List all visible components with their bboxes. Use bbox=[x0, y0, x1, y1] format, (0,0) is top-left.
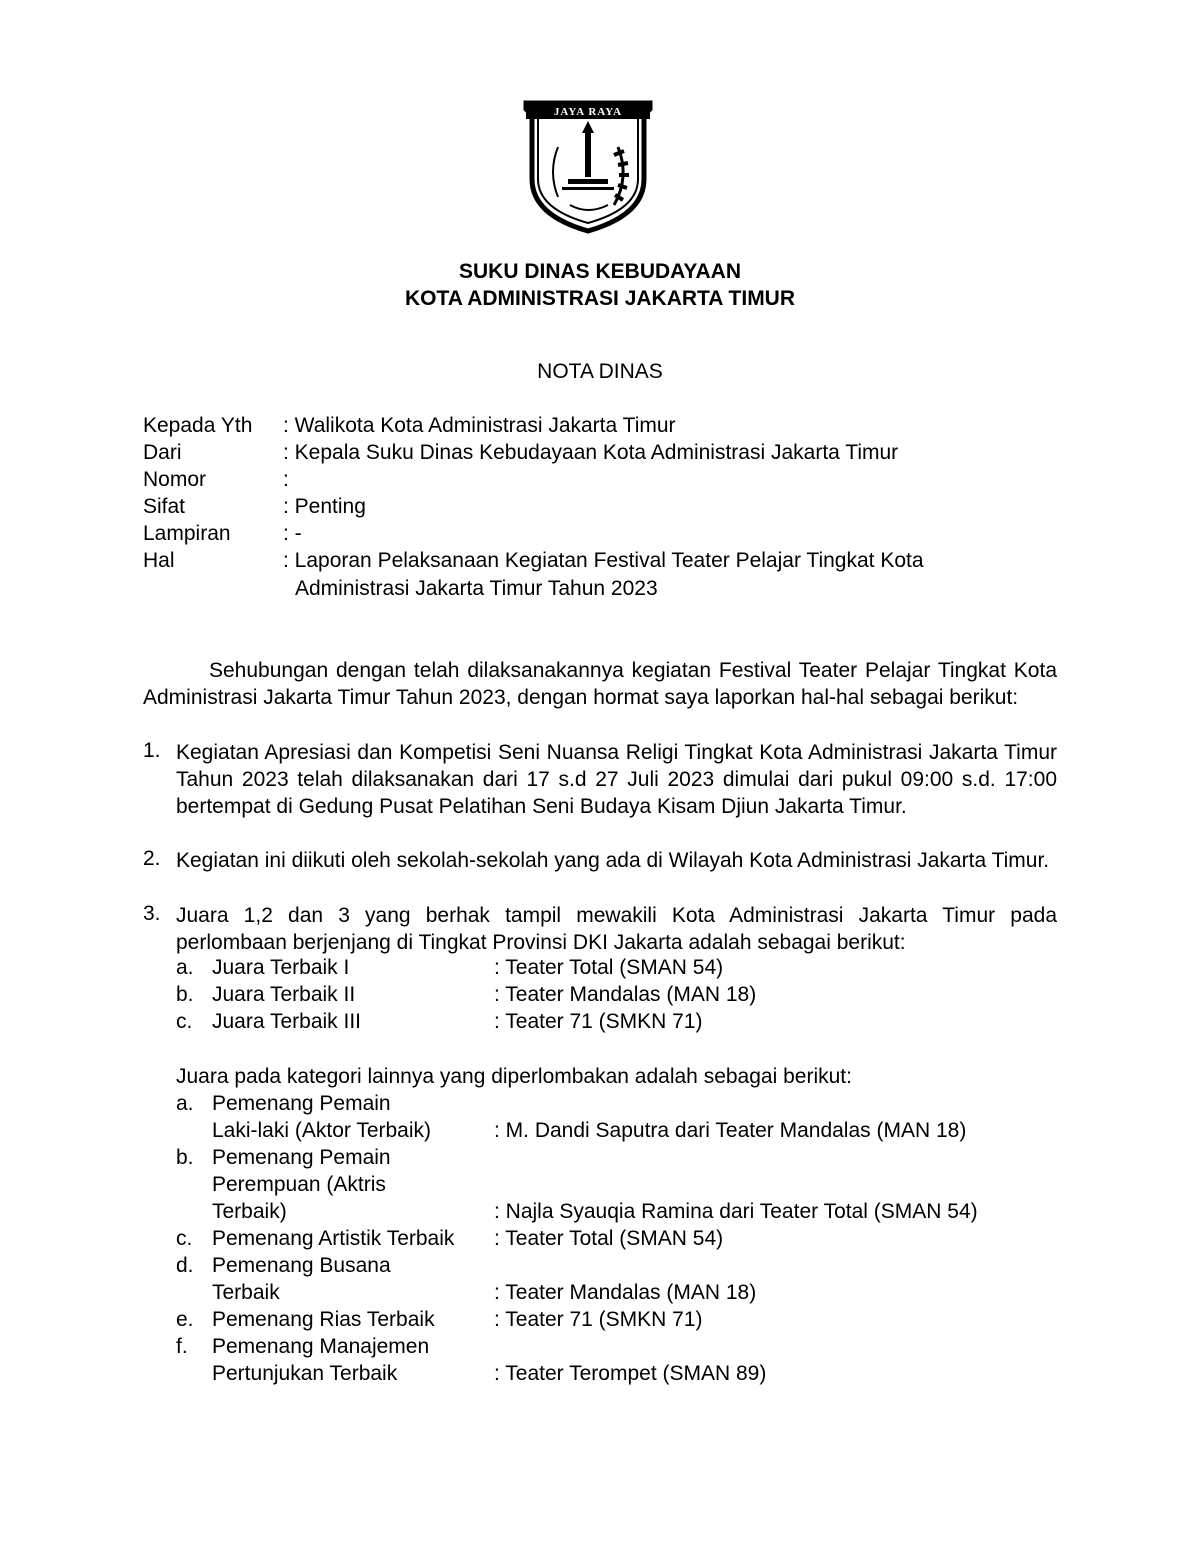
svg-text:JAYA RAYA: JAYA RAYA bbox=[553, 106, 623, 118]
category-label: Terbaik bbox=[212, 1281, 280, 1304]
item-text: Kegiatan Apresiasi dan Kompetisi Seni Nuansa Religi Tingkat Kota Administrasi Jakarta Timur Tahun 2023 telah dilaksanakan dari 17 s.d 27 Juli 2023 dimulai dari pukul 09:00 s.d. 17:00 bertempat di Gedung Pusat Pelatihan Seni Budaya Kisam Djiun Jakarta Timur. bbox=[176, 741, 1057, 818]
meta-value-sifat: : Penting bbox=[283, 495, 366, 518]
other-categories-intro: Juara pada kategori lainnya yang diperlombakan adalah sebagai berikut: bbox=[176, 1065, 852, 1088]
meta-value-dari: : Kepala Suku Dinas Kebudayaan Kota Administrasi Jakarta Timur bbox=[283, 441, 899, 464]
office-name-line1: SUKU DINAS KEBUDAYAAN bbox=[459, 260, 741, 283]
category-label: Perempuan (Aktris bbox=[212, 1173, 386, 1196]
category-label: Pertunjukan Terbaik bbox=[212, 1362, 398, 1385]
category-letter: c. bbox=[176, 1227, 193, 1250]
category-label: Pemenang Rias Terbaik bbox=[212, 1308, 435, 1331]
category-letter: f. bbox=[176, 1335, 188, 1358]
category-value: : Teater Total (SMAN 54) bbox=[494, 1227, 724, 1250]
item-text: Juara 1,2 dan 3 yang berhak tampil mewakili Kota Administrasi Jakarta Timur pada perlombaan berjenjang di Tingkat Provinsi DKI Jakarta adalah sebagai berikut: bbox=[176, 904, 1057, 954]
meta-label-sifat: Sifat bbox=[143, 495, 186, 518]
jakarta-coat-of-arms-logo bbox=[518, 97, 658, 237]
item-text: Kegiatan ini diikuti oleh sekolah-sekolah yang ada di Wilayah Kota Administrasi Jakarta Timur. bbox=[176, 849, 1050, 872]
winner-letter: b. bbox=[176, 983, 194, 1006]
winner-value: : Teater 71 (SMKN 71) bbox=[494, 1010, 703, 1033]
meta-label-kepada: Kepada Yth bbox=[143, 414, 253, 437]
category-label: Pemenang Pemain bbox=[212, 1146, 391, 1169]
category-value: : Teater 71 (SMKN 71) bbox=[494, 1308, 703, 1331]
item-number: 1. bbox=[143, 739, 161, 762]
meta-label-hal: Hal bbox=[143, 549, 175, 572]
category-value: : Najla Syauqia Ramina dari Teater Total (SMAN 54) bbox=[494, 1200, 978, 1223]
category-label: Pemenang Pemain bbox=[212, 1092, 391, 1115]
category-value: : M. Dandi Saputra dari Teater Mandalas (MAN 18) bbox=[494, 1119, 967, 1142]
category-value: : Teater Mandalas (MAN 18) bbox=[494, 1281, 757, 1304]
winner-value: : Teater Mandalas (MAN 18) bbox=[494, 983, 757, 1006]
category-label: Pemenang Artistik Terbaik bbox=[212, 1227, 455, 1250]
winner-label: Juara Terbaik III bbox=[212, 1010, 362, 1033]
document-type-title: NOTA DINAS bbox=[537, 360, 663, 383]
item-number: 2. bbox=[143, 847, 161, 870]
category-letter: d. bbox=[176, 1254, 194, 1277]
category-label: Pemenang Busana bbox=[212, 1254, 391, 1277]
category-letter: e. bbox=[176, 1308, 194, 1331]
winner-letter: a. bbox=[176, 956, 194, 979]
winner-value: : Teater Total (SMAN 54) bbox=[494, 956, 724, 979]
winner-label: Juara Terbaik I bbox=[212, 956, 350, 979]
winner-label: Juara Terbaik II bbox=[212, 983, 356, 1006]
category-letter: a. bbox=[176, 1092, 194, 1115]
intro-paragraph: Sehubungan dengan telah dilaksanakannya kegiatan Festival Teater Pelajar Tingkat Kota Administrasi Jakarta Timur Tahun 2023, dengan hormat saya laporkan hal-hal sebagai berikut: bbox=[143, 659, 1057, 709]
category-label: Laki-laki (Aktor Terbaik) bbox=[212, 1119, 432, 1142]
meta-value-nomor: : bbox=[283, 468, 289, 491]
winner-letter: c. bbox=[176, 1010, 193, 1033]
meta-value-hal-continued: Administrasi Jakarta Timur Tahun 2023 bbox=[295, 577, 658, 600]
meta-label-nomor: Nomor bbox=[143, 468, 207, 491]
meta-label-dari: Dari bbox=[143, 441, 182, 464]
meta-value-kepada: : Walikota Kota Administrasi Jakarta Timur bbox=[283, 414, 676, 437]
meta-value-hal: : Laporan Pelaksanaan Kegiatan Festival Teater Pelajar Tingkat Kota bbox=[283, 549, 924, 572]
item-number: 3. bbox=[143, 902, 161, 925]
category-label: Terbaik) bbox=[212, 1200, 287, 1223]
category-value: : Teater Terompet (SMAN 89) bbox=[494, 1362, 767, 1385]
office-name-line2: KOTA ADMINISTRASI JAKARTA TIMUR bbox=[404, 287, 796, 310]
meta-value-lampiran: : - bbox=[283, 522, 302, 545]
category-label: Pemenang Manajemen bbox=[212, 1335, 430, 1358]
meta-label-lampiran: Lampiran bbox=[143, 522, 231, 545]
category-letter: b. bbox=[176, 1146, 194, 1169]
